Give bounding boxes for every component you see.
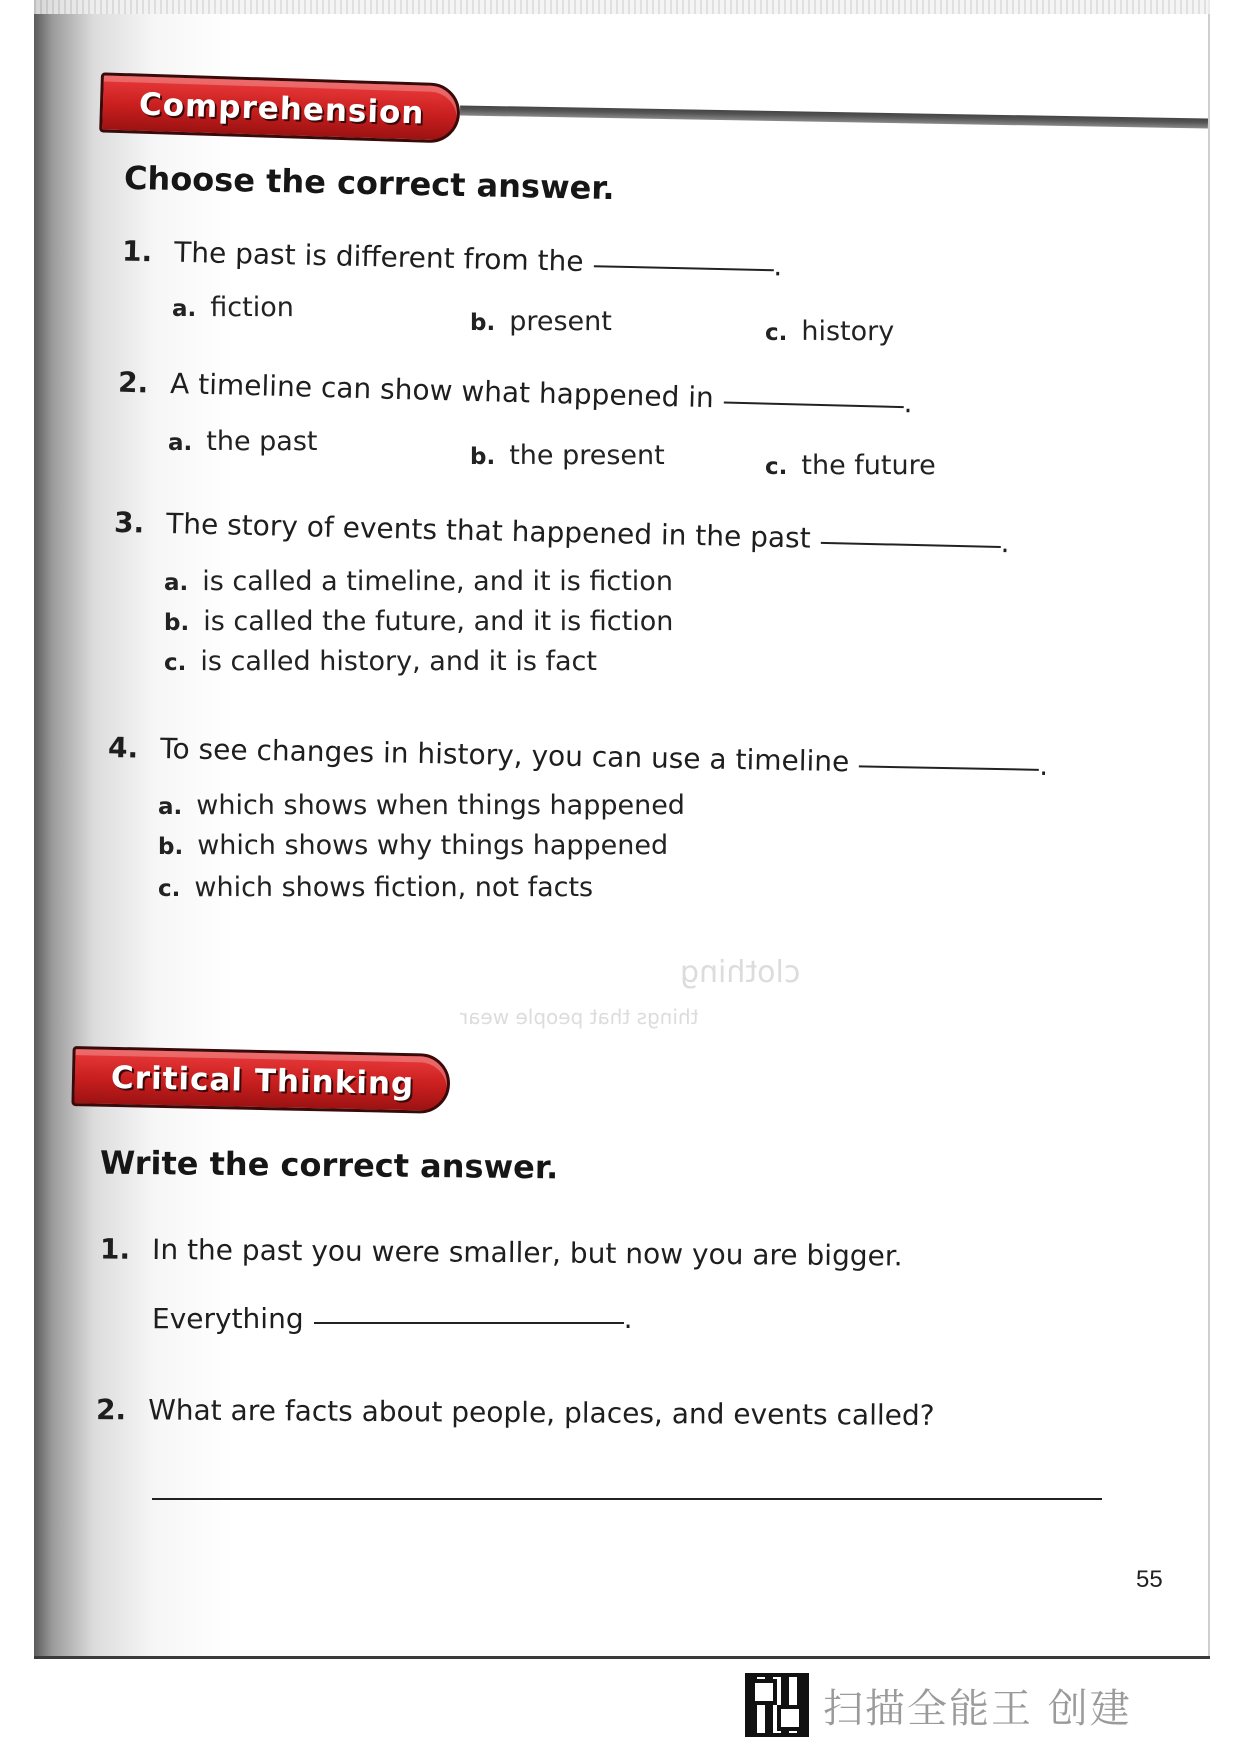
option-2a[interactable]: a. the past [168, 426, 318, 457]
critical-question-1-prompt: Everything . [152, 1302, 633, 1335]
page-bottom-edge [34, 1656, 1210, 1659]
question-4: 4. To see changes in history, you can use a timeline . [107, 730, 1049, 783]
critical-thinking-heading: Critical Thinking [110, 1059, 415, 1103]
option-3b[interactable]: b. is called the future, and it is fiction [164, 606, 674, 637]
option-4a[interactable]: a. which shows when things happened [158, 790, 685, 821]
question-text: The past is different from the [173, 235, 584, 278]
page-edge-noise [34, 0, 1210, 14]
answer-blank[interactable] [821, 542, 1001, 548]
bleed-through-line: things that people wear [460, 1005, 699, 1029]
question-1: 1. The past is different from the . [121, 234, 783, 283]
question-number: 1. [121, 234, 153, 269]
scanner-watermark [745, 1668, 1145, 1742]
answer-blank[interactable] [724, 401, 904, 408]
option-1c[interactable]: c. history [765, 316, 895, 347]
option-2c[interactable]: c. the future [765, 450, 936, 481]
bleed-through-word: clothing [680, 955, 801, 990]
answer-blank[interactable] [314, 1322, 624, 1324]
option-1a[interactable]: a. fiction [172, 292, 294, 323]
comprehension-heading-banner [99, 72, 461, 143]
option-3c[interactable]: c. is called history, and it is fact [164, 646, 597, 677]
critical-question-1: 1. In the past you were smaller, but now you are bigger. [99, 1232, 903, 1273]
critical-question-2: 2. What are facts about people, places, and events called? [95, 1393, 935, 1432]
answer-blank[interactable] [593, 265, 773, 271]
answer-line[interactable] [152, 1498, 1102, 1500]
option-4c[interactable]: c. which shows fiction, not facts [158, 872, 594, 903]
option-1b[interactable]: b. present [470, 306, 612, 337]
critical-thinking-heading-banner [71, 1046, 450, 1114]
option-2b[interactable]: b. the present [470, 440, 665, 471]
answer-blank[interactable] [859, 765, 1039, 770]
option-3a[interactable]: a. is called a timeline, and it is fiction [164, 566, 673, 597]
question-3: 3. The story of events that happened in the past . [113, 505, 1010, 560]
option-4b[interactable]: b. which shows why things happened [158, 830, 669, 861]
watermark-text: 扫描全能王 创建 [823, 1685, 1132, 1732]
comprehension-instruction: Choose the correct answer. [123, 158, 616, 208]
qr-code-icon [745, 1673, 809, 1737]
question-2: 2. A timeline can show what happened in . [117, 365, 914, 420]
comprehension-heading: Comprehension [138, 86, 425, 132]
page-number: 55 [1136, 1566, 1163, 1593]
critical-thinking-instruction: Write the correct answer. [99, 1143, 559, 1187]
